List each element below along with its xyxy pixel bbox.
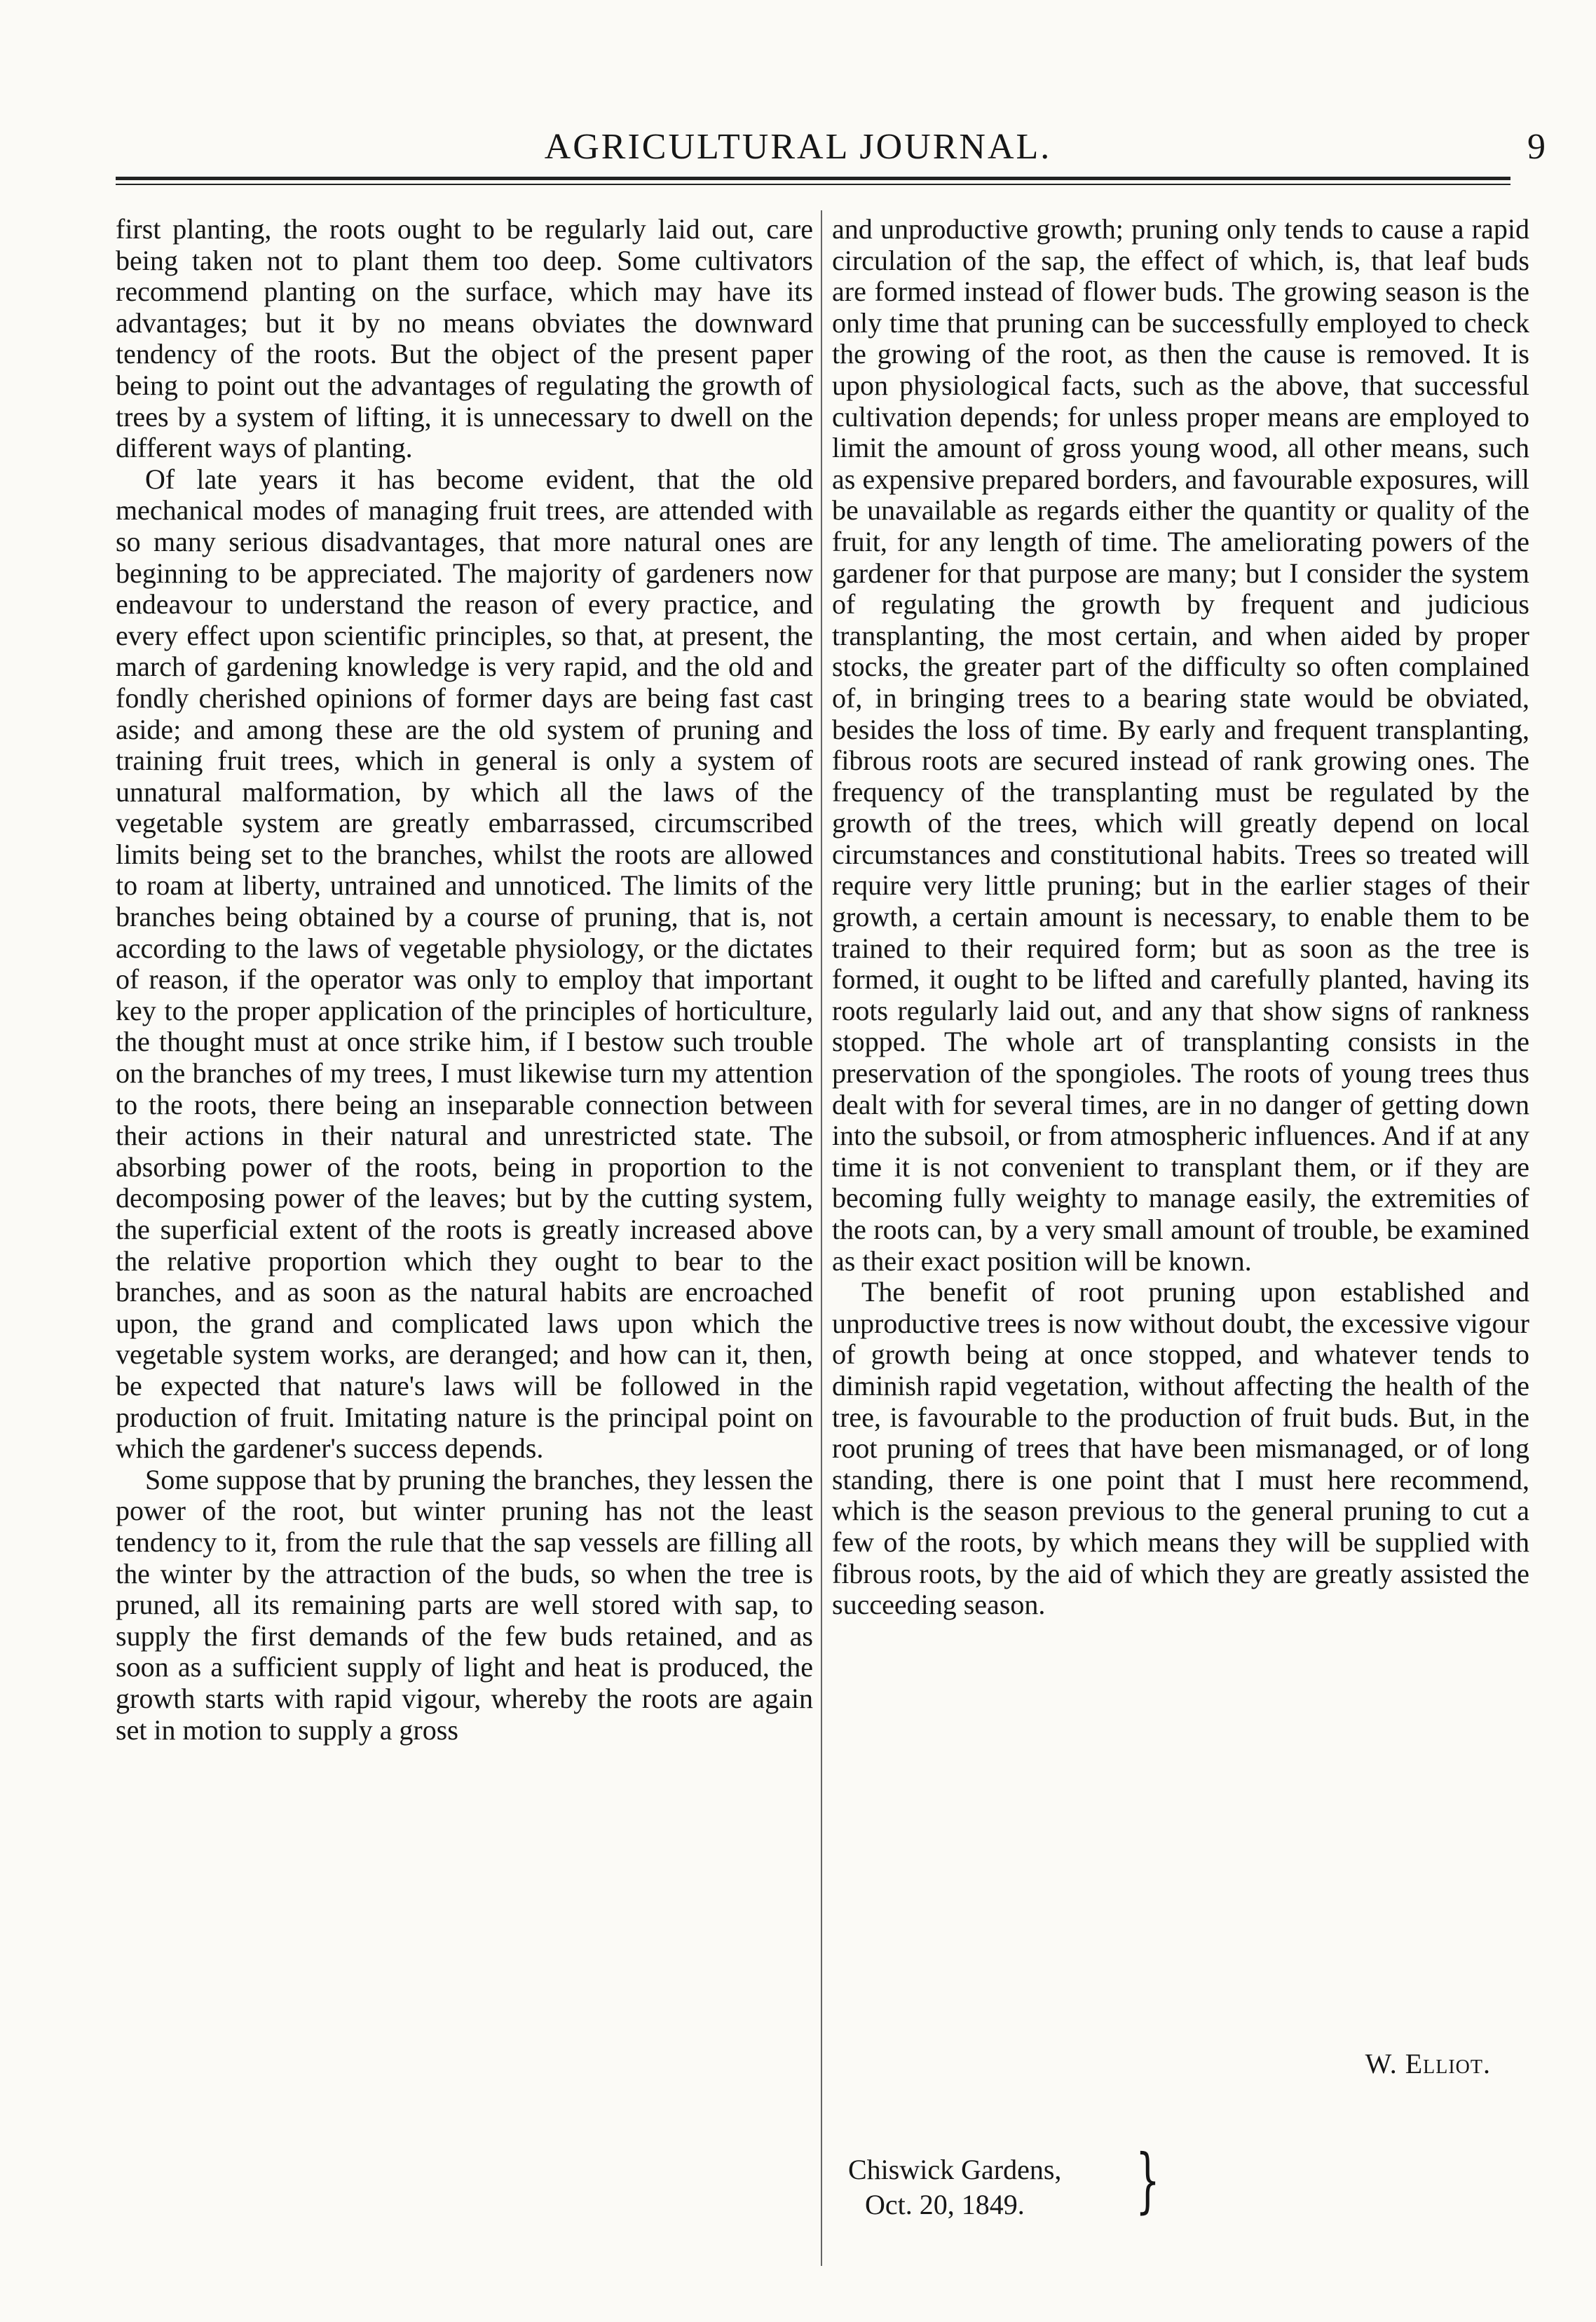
dateline-date: Oct. 20, 1849. xyxy=(865,2189,1025,2220)
left-column xyxy=(116,214,813,1746)
paragraph: Some suppose that by pruning the branches, they lessen the power of the root, but winter pruning has not the least tendency to it, from the rule that the sap vessels are filling all the winter by the attraction of the buds, so when the tree is pruned, all its remaining parts are well stored with sap, to supply the first demands of the few buds retained, and as soon as a sufficient supply of light and heat is produced, the growth starts with rapid vigour, whereby the roots are again set in motion to supply a gross xyxy=(116,1463,813,1746)
paragraph: first planting, the roots ought to be regularly laid out, care being taken not to plant them too deep. Some cultivators recommend planting on the surface, which may have its advantages; but it by no means obviates the downward tendency of the roots. But the object of the present paper being to point out the advantages of regulating the growth of trees by a system of lifting, it is unnecessary to dwell on the different ways of planting. xyxy=(116,213,813,464)
running-header-title: AGRICULTURAL JOURNAL. xyxy=(544,127,1052,167)
right-column xyxy=(832,214,1529,1621)
brace-glyph: } xyxy=(1135,2139,1160,2221)
author-signature xyxy=(1365,2047,1491,2080)
dateline xyxy=(848,2152,1061,2222)
paragraph: and unproductive growth; pruning only tends to cause a rapid circulation of the sap, the effect of which, is, that leaf buds are formed instead of flower buds. The growing season is the only time that pruning can be successfully employed to check the growing of the root, as then the cause is removed. It is upon physiological facts, such as the above, that successful cultivation depends; for unless proper means are employed to limit the amount of gross young wood, all other means, such as expensive prepared borders, and favourable exposures, will be unavailable as regards either the quantity or quality of the fruit, for any length of time. The ameliorating powers of the gardener for that purpose are many; but I consider the system of regulating the growth by frequent and judicious transplanting, the most certain, and when aided by proper stocks, the greater part of the difficulty so often complained of, in bringing trees to a bearing state would be obviated, besides the loss of time. By early and frequent transplanting, fibrous roots are secured instead of rank growing ones. The frequency of the transplanting must be regulated by the growth of the trees, which will greatly depend on local circumstances and constitutional habits. Trees so treated will require very little pruning; but in the earlier stages of their growth, a certain amount is necessary, to enable them to be trained to their required form; but as soon as the tree is formed, it ought to be lifted and carefully planted, having its roots regularly laid out, and any that show signs of rankness stopped. The whole art of transplanting consists in the preservation of the spongioles. The roots of young trees thus dealt with for several times, are in no danger of getting down into the subsoil, or from atmospheric influences. And if at any time it is not convenient to transplant them, or if they are becoming fully weighty to manage easily, the extremities of the roots can, by a very small amount of trouble, be examined as their exact position will be known. xyxy=(832,213,1529,1277)
dateline-location: Chiswick Gardens, xyxy=(848,2154,1062,2185)
column-divider xyxy=(821,210,822,2266)
page-number: 9 xyxy=(1527,127,1546,167)
header-rule-thin xyxy=(116,184,1510,185)
signature-initial: W. E xyxy=(1365,2048,1424,2079)
header-rule-thick xyxy=(116,177,1510,180)
paragraph: The benefit of root pruning upon established and unproductive trees is now without doubt, the excessive vigour of growth being at once stopped, and whatever tends to diminish rapid vegetation, without affecting the health of the tree, is favourable to the production of fruit buds. But, in the root pruning of trees that have been mismanaged, or of long standing, there is one point that I must here recommend, which is the season previous to the general pruning to cut a few of the roots, by which means they will be supplied with fibrous roots, by the aid of which they are greatly assisted the succeeding season. xyxy=(832,1276,1529,1621)
signature-surname: lliot. xyxy=(1423,2048,1491,2079)
paragraph: Of late years it has become evident, that the old mechanical modes of managing fruit trees, are attended with so many serious disadvantages, that more natural ones are beginning to be appreciated. The majority of gardeners now endeavour to understand the reason of every practice, and every effect upon scientific principles, so that, at present, the march of gardening knowledge is very rapid, and the old and fondly cherished opinions of former days are being fast cast aside; and among these are the old system of pruning and training fruit trees, which in general is only a system of unnatural malformation, by which all the laws of the vegetable system are greatly embarrassed, circumscribed limits being set to the branches, whilst the roots are allowed to roam at liberty, untrained and unnoticed. The limits of the branches being obtained by a course of pruning, that is, not according to the laws of vegetable physiology, or the dictates of reason, if the operator was only to employ that important key to the proper application of the principles of horticulture, the thought must at once strike him, if I bestow such trouble on the branches of my trees, I must likewise turn my attention to the roots, there being an inseparable connection between their actions in their natural and unrestricted state. The absorbing power of the roots, being in proportion to the decomposing power of the leaves; but by the cutting system, the superficial extent of the roots is greatly increased above the relative proportion which they ought to bear to the branches, and as soon as the natural habits are encroached upon, the grand and complicated laws upon which the vegetable system works, are deranged; and how can it, then, be expected that nature's laws will be followed in the production of fruit. Imitating nature is the principal point on which the gardener's success depends. xyxy=(116,463,813,1465)
